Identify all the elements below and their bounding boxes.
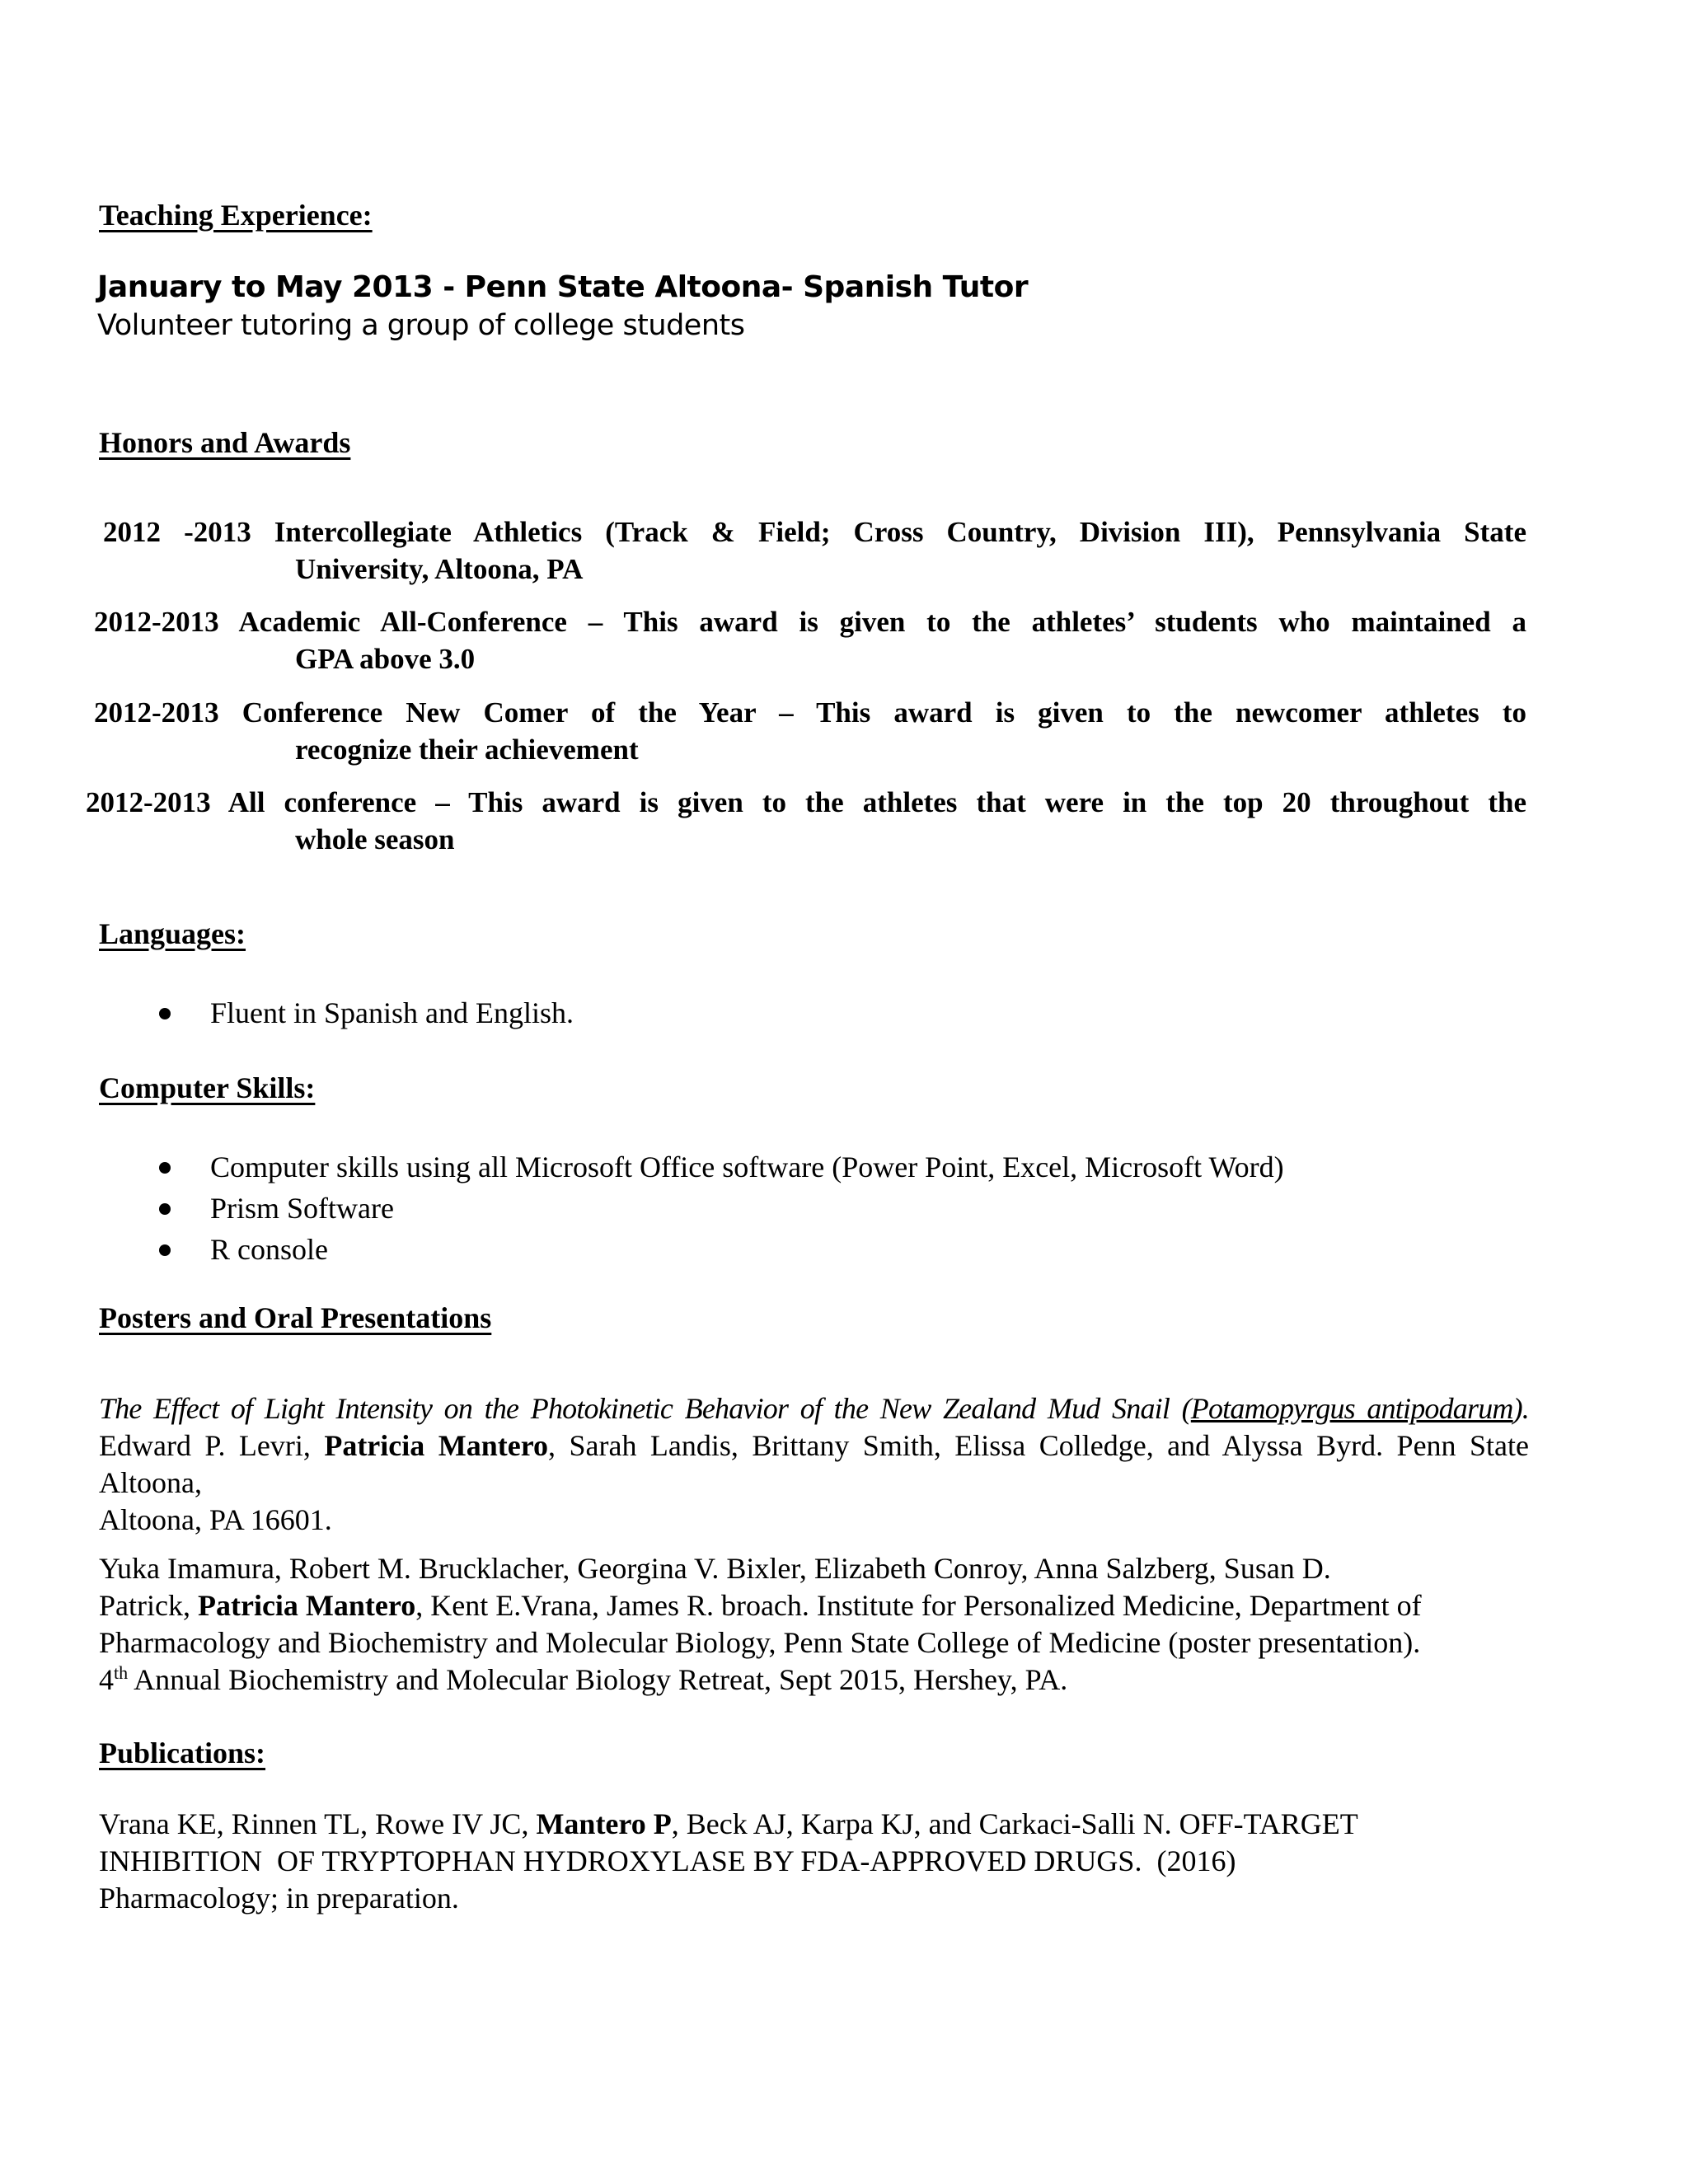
poster-entry-2-line-4 bbox=[99, 1661, 1529, 1699]
award-line-1: 2012-2013 Conference New Comer of the Year – This award is given to the newcomer athletes to bbox=[94, 696, 1526, 729]
poster-entry-2 bbox=[99, 1550, 1529, 1699]
poster-authors-a: Edward P. Levri, bbox=[99, 1429, 325, 1462]
list-item-text: Fluent in Spanish and English. bbox=[210, 996, 574, 1029]
teaching-job-title: January to May 2013 - Penn State Altoona- Spanish Tutor bbox=[97, 270, 1029, 304]
posters-heading: Posters and Oral Presentations bbox=[99, 1301, 492, 1334]
list-item bbox=[99, 1146, 1284, 1188]
publication-line-3: Pharmacology; in preparation. bbox=[99, 1882, 459, 1915]
award-line-2: University, Altoona, PA bbox=[295, 553, 584, 585]
publication-line-2: INHIBITION OF TRYPTOPHAN HYDROXYLASE BY FDA-APPROVED DRUGS. (2016) bbox=[99, 1844, 1236, 1877]
list-item-text: Prism Software bbox=[210, 1192, 394, 1225]
poster-entry-1 bbox=[99, 1390, 1529, 1539]
computer-skills-heading: Computer Skills: bbox=[99, 1071, 316, 1104]
bullet-icon bbox=[159, 1162, 171, 1174]
bullet-icon bbox=[159, 1008, 171, 1019]
poster-entry-2-line-2 bbox=[99, 1587, 1529, 1624]
edition-suffix: th bbox=[114, 1662, 129, 1683]
publication-authors-a: Vrana KE, Rinnen TL, Rowe IV JC, bbox=[99, 1807, 537, 1840]
list-item-text: R console bbox=[210, 1233, 328, 1266]
poster-author-text: , Kent E.Vrana, James R. broach. Institute for Personalized Medicine, Department of bbox=[415, 1589, 1422, 1622]
poster-entry-2-line-1: Yuka Imamura, Robert M. Brucklacher, Georgina V. Bixler, Elizabeth Conroy, Anna Salzberg, Susan D. bbox=[99, 1552, 1331, 1585]
poster-authors-b: , Sarah Landis, Brittany Smith, Elissa Colledge, and Alyssa Byrd. Penn State Altoona, bbox=[99, 1429, 1529, 1499]
award-item bbox=[103, 513, 1526, 588]
publication-authors-b: , Beck AJ, Karpa KJ, and Carkaci-Salli N. OFF-TARGET bbox=[671, 1807, 1358, 1840]
bullet-icon bbox=[159, 1244, 171, 1256]
list-item bbox=[99, 992, 574, 1033]
award-item bbox=[94, 694, 1526, 768]
poster-species: Potamopyrgus antipodarum bbox=[1190, 1392, 1513, 1425]
award-line-2: recognize their achievement bbox=[295, 733, 639, 766]
list-item bbox=[99, 1229, 1284, 1270]
languages-list bbox=[99, 992, 574, 1033]
poster-event-text: Annual Biochemistry and Molecular Biology Retreat, Sept 2015, Hershey, PA. bbox=[128, 1663, 1068, 1696]
poster-title: The Effect of Light Intensity on the Photokinetic Behavior of the New Zealand Mud Snail ( bbox=[99, 1392, 1191, 1425]
poster-entry-1-body bbox=[99, 1390, 1529, 1502]
teaching-job-description: Volunteer tutoring a group of college students bbox=[97, 309, 745, 342]
award-item bbox=[94, 603, 1526, 677]
award-line-1: 2012-2013 All conference – This award is given to the athletes that were in the top 20 throughout the bbox=[86, 786, 1526, 818]
list-item-text: Computer skills using all Microsoft Office software (Power Point, Excel, Microsoft Word) bbox=[210, 1151, 1284, 1183]
award-line-2: GPA above 3.0 bbox=[295, 643, 476, 675]
list-item bbox=[99, 1188, 1284, 1229]
poster-title-end: ). bbox=[1512, 1392, 1529, 1425]
publication-line-1 bbox=[99, 1806, 1529, 1843]
publications-heading: Publications: bbox=[99, 1736, 266, 1769]
poster-bold-author: Patricia Mantero bbox=[324, 1429, 549, 1462]
edition-number: 4 bbox=[99, 1663, 114, 1696]
languages-heading: Languages: bbox=[99, 917, 246, 950]
publication-entry bbox=[99, 1806, 1529, 1917]
poster-entry-1-last-line: Altoona, PA 16601. bbox=[99, 1503, 332, 1536]
award-item bbox=[86, 784, 1526, 858]
poster-author-text: Patrick, bbox=[99, 1589, 198, 1622]
publication-bold-author: Mantero P bbox=[536, 1807, 672, 1840]
teaching-heading: Teaching Experience: bbox=[99, 199, 373, 232]
award-line-1: 2012 -2013 Intercollegiate Athletics (Track & Field; Cross Country, Division III), Pennsylvania State bbox=[103, 516, 1526, 548]
honors-heading: Honors and Awards bbox=[99, 426, 351, 459]
computer-skills-list bbox=[99, 1146, 1284, 1270]
bullet-icon bbox=[159, 1203, 171, 1215]
award-line-1: 2012-2013 Academic All-Conference – This award is given to the athletes’ students who maintained a bbox=[94, 606, 1526, 638]
poster-bold-author: Patricia Mantero bbox=[197, 1589, 416, 1622]
award-line-2: whole season bbox=[295, 823, 455, 855]
poster-entry-2-line-3: Pharmacology and Biochemistry and Molecular Biology, Penn State College of Medicine (poster presentation). bbox=[99, 1626, 1421, 1659]
